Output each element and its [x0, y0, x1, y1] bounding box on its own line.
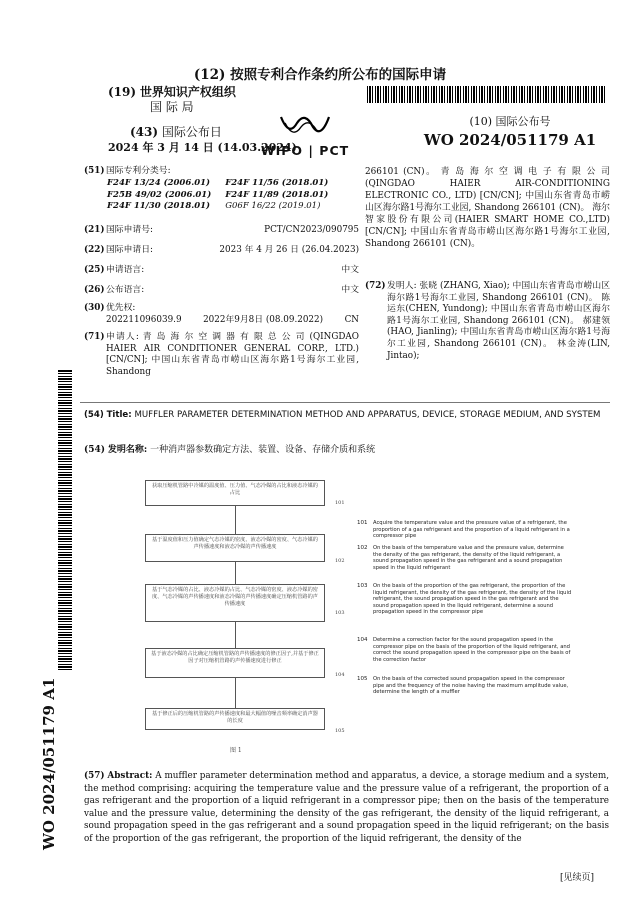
flow-box-label-102: 102 [335, 558, 345, 564]
flow-arrow [235, 678, 236, 708]
priority-date: 2022年9月8日 (08.09.2022) [203, 314, 324, 325]
filing-lang-row [84, 265, 359, 277]
legend-text-102: On the basis of the temperature value and the pressure value, determine the density of the gas refrigerant, the density of the liquid refrigerant, a sound propagation speed in the gas refrigerant and a sound propagation speed in the liquid refrigerant [373, 545, 564, 571]
figure-caption: 图 1 [230, 747, 242, 754]
legend-num-101: 101 [357, 520, 368, 526]
filing-num: (22) [84, 245, 105, 255]
abstract-num: (57) [84, 771, 105, 781]
filing-lang-label: 申请语言: [106, 265, 145, 275]
priority-label: 优先权: [106, 303, 136, 313]
side-publication-number: WO 2024/051179 A1 [40, 677, 58, 850]
app-no-label: 国际申请号: [106, 225, 153, 235]
barcode-side [58, 370, 72, 670]
title-en: MUFFLER PARAMETER DETERMINATION METHOD AND APPARATUS, DEVICE, STORAGE MEDIUM, AND SYSTEM [134, 410, 601, 420]
org-bureau: 国 际 局 [150, 100, 194, 114]
title-zh-num: (54) [84, 445, 106, 455]
barcode-top [367, 86, 607, 103]
ipc-code: F24F 11/30 (2018.01) [107, 201, 211, 212]
filing-row [84, 245, 359, 257]
ipc-table [107, 178, 342, 213]
flow-arrow [235, 622, 236, 648]
flowchart-figure [95, 470, 615, 760]
app-no-value: PCT/CN2023/090795 [264, 225, 359, 235]
title-en-num: (54) [84, 410, 104, 420]
flow-arrow [235, 506, 236, 534]
abstract-text: A muffler parameter determination method and apparatus, a device, a storage medium and a system, the method comprising: acquiring the temperature value and the pressure value of a refrigerant, the proportion of a gas refrigerant and the proportion of a liquid refrigerant in a compressor pipe; then on the basis of the temperature value and the pressure value, determining the density of the gas refrigerant, the density of the liquid refrigerant, a sound propagation speed in the gas refrigerant and a sound propagation speed in the liquid refrigerant; on the basis of the proportion of the gas refrigerant, the proportion of the liquid refrigerant, the density of the [84, 771, 610, 844]
ipc-code: F24F 13/24 (2006.01) [107, 178, 211, 188]
ipc-num: (51) [84, 166, 105, 176]
title-zh: 一种消声器参数确定方法、装置、设备、存储介质和系统 [150, 445, 376, 455]
document-title: (12) 按照专利合作条约所公布的国际申请 [193, 67, 447, 83]
priority-country: CN [344, 314, 359, 325]
flow-box-105: 基于修正后的压缩机管路的声传播速度和最大幅值的噪音频率确定消声器的长度 [145, 708, 325, 730]
publication-number: WO 2024/051179 A1 [423, 131, 597, 149]
inventor-num: (72) [365, 281, 386, 291]
flow-box-104: 基于液态冷媒的占比确定压缩机管路的声传播速度的修正因子,并基于修正因子对压缩机管路的声传播速度进行修正 [145, 648, 325, 678]
pubdate-value: 2024 年 3 月 14 日 (14.03.2024) [108, 141, 297, 154]
org-num: (19) [108, 85, 137, 99]
pubdate-label: 国际公布日 [161, 125, 222, 139]
abstract [84, 770, 609, 845]
pub-lang-value: 中文 [341, 285, 359, 295]
legend-text-105: On the basis of the corrected sound propagation speed in the compressor pipe and the frequency of the noise having the maximum amplitude value, determine the length of a muffler [373, 676, 569, 695]
inventor-text: 发明人: 张晓 (ZHANG, Xiao); 中国山东省青岛市崂山区海尔路1号海尔工业园, Shandong 266101 (CN)。 陈运东(CHEN, Yundong); 中国山东省青岛市崂山区海尔路1号海尔工业园, Shandong 266101 (CN)。 郝建领(HAO, Jianling); 中国山东省青岛市崂山区海尔路1号海尔工业园, Shandong 266101 (CN)。 林金涛(LIN, Jintao); [387, 281, 610, 361]
see-next-page: [见续页] [560, 873, 595, 883]
ipc-code: F24F 11/56 (2018.01) [225, 178, 329, 188]
legend-text-101: Acquire the temperature value and the pressure value of a refrigerant, the proportion of a gas refrigerant and the proportion of a liquid refrigerant in a compressor pipe [373, 520, 570, 539]
inventor-row [365, 281, 610, 362]
pubdate-num: (43) [130, 125, 159, 139]
legend-text-104: Determine a correction factor for the sound propagation speed in the compressor pipe on the basis of the proportion of the liquid refrigerant, and correct the sound propagation speed in the compressor pipe on the basis of the correction factor [373, 637, 571, 663]
org-name: 世界知识产权组织 [139, 85, 236, 99]
legend-num-103: 103 [357, 583, 368, 589]
title-en-label: Title: [106, 410, 132, 420]
pub-lang-label: 公布语言: [106, 285, 145, 295]
flow-box-101: 获取压缩机管路中冷媒的温度值、压力值、气态冷媒的占比和液态冷媒的占比 [145, 480, 325, 506]
applicant-row [84, 332, 359, 378]
applicant-continuation: 266101 (CN)。 青 岛 海 尔 空 调 电 子 有 限 公 司 (QINGDAO HAIER AIR-CONDITIONING ELECTRONIC CO., LTD) [CN/CN]; 中国山东省青岛市崂山区海尔路1号海尔工业园, Shandong 266101 (CN)。 海尔智家股份有限公司(HAIER SMART HOME CO.,LTD) [CN/CN]; 中国山东省青岛市崂山区海尔路1号海尔工业园, Shandong 266101 (CN)。 [365, 167, 610, 249]
flow-box-label-101: 101 [335, 500, 345, 506]
legend-num-105: 105 [357, 676, 368, 682]
filing-lang-num: (25) [84, 265, 105, 275]
ipc-code: F25B 49/02 (2006.01) [107, 189, 212, 200]
publication-number-block [410, 113, 610, 149]
pub-lang-num: (26) [84, 285, 105, 295]
wipo-logo [245, 113, 365, 158]
pubno-label: (10) 国际公布号 [469, 115, 551, 128]
app-no-row [84, 225, 359, 237]
flow-box-label-103: 103 [335, 610, 345, 616]
flow-box-102: 基于温度值和压力值确定气态冷媒的密度、液态冷媒的密度、气态冷媒的声传播速度和液态冷媒的声传播速度 [145, 534, 325, 562]
app-no-num: (21) [84, 225, 105, 235]
ipc-heading [84, 166, 171, 178]
flow-box-label-105: 105 [335, 728, 345, 734]
legend-text-103: On the basis of the proportion of the gas refrigerant, the proportion of the liquid refrigerant, the density of the gas refrigerant, the density of the liquid refrigerant, the sound propagation speed in the gas refrigerant and the sound propagation speed in the liquid refrigerant, determine a sound propagation speed in the compressor pipe [373, 583, 572, 615]
applicant-num: (71) [84, 332, 105, 342]
pub-lang-row [84, 285, 359, 297]
wipo-logo-text: WIPO | PCT [260, 143, 350, 158]
applicant-text: 申请人: 青 岛 海 尔 空 调 器 有 限 总 公 司 (QINGDAO HAIER AIR CONDITIONER GENERAL CORP., LTD.) [CN/CN]; 中国山东省青岛市崂山区海尔路1号海尔工业园, Shandong [106, 332, 359, 377]
english-title-row [84, 410, 609, 421]
filing-value: 2023 年 4 月 26 日 (26.04.2023) [219, 245, 359, 255]
flow-box-label-104: 104 [335, 672, 345, 678]
ipc-label: 国际专利分类号: [106, 166, 171, 176]
flow-arrow [235, 562, 236, 584]
legend-num-104: 104 [357, 637, 368, 643]
flow-box-103: 基于气态冷媒的占比、液态冷媒的占比、气态冷媒的密度、液态冷媒的密度、气态冷媒的声传播速度和液态冷媒的声传播速度确定压缩机管路的声传播速度 [145, 584, 325, 622]
filing-lang-value: 中文 [341, 265, 359, 275]
priority-number: 202211096039.9 [106, 314, 182, 325]
section-divider [80, 402, 610, 403]
legend-num-102: 102 [357, 545, 368, 551]
ipc-code: G06F 16/22 (2019.01) [225, 201, 321, 212]
priority-row [84, 303, 359, 326]
wipo-emblem-icon [275, 113, 335, 139]
filing-label: 国际申请日: [106, 245, 153, 255]
priority-num: (30) [84, 303, 105, 313]
title-zh-label: 发明名称: [107, 445, 148, 455]
chinese-title-row [84, 442, 375, 455]
ipc-code: F24F 11/89 (2018.01) [225, 189, 329, 200]
abstract-label: Abstract: [107, 771, 153, 781]
